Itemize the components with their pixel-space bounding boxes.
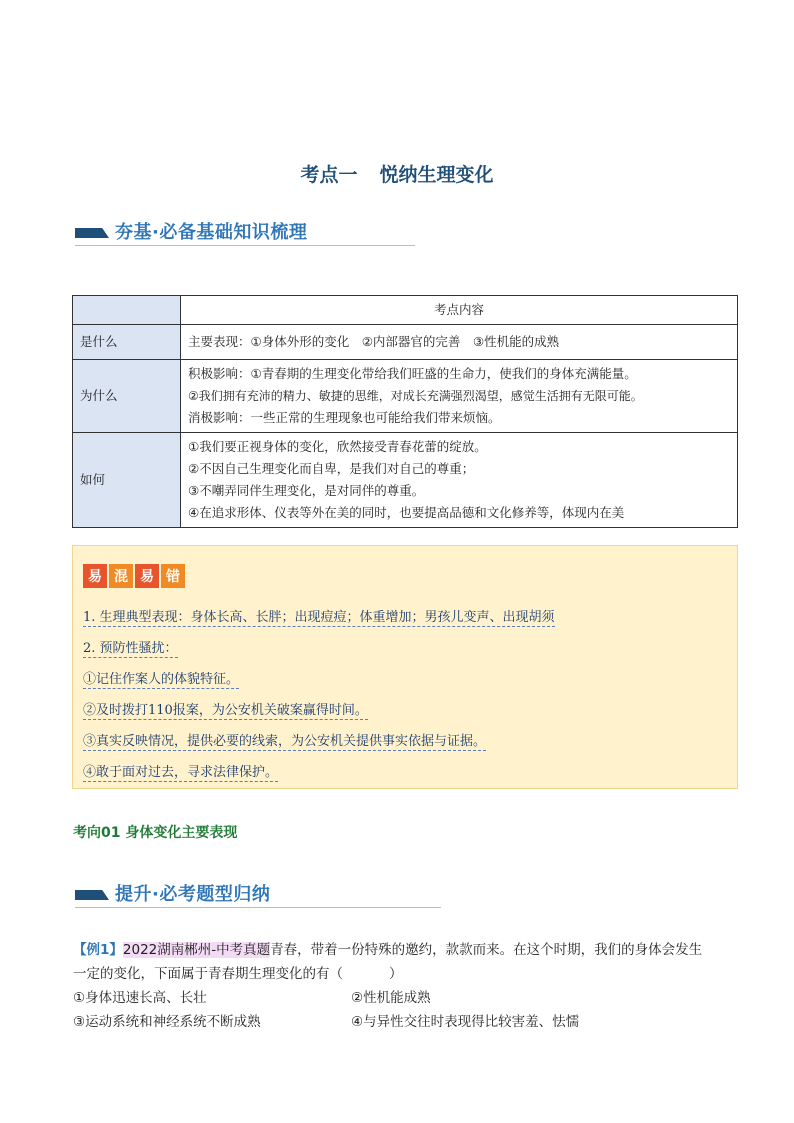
option-item: ③运动系统和神经系统不断成熟 <box>73 1014 261 1030</box>
badge-char: 混 <box>109 564 133 588</box>
option-item: ④与异性交往时表现得比较害羞、怯懦 <box>351 1014 580 1030</box>
options-row <box>73 986 629 1010</box>
options-row <box>73 1010 629 1034</box>
banner-bar-icon <box>75 890 109 900</box>
note-line: ①记住作案人的体貌特征。 <box>83 672 240 687</box>
badge-char: 易 <box>135 564 159 588</box>
knowledge-table <box>72 295 738 528</box>
row-content-why <box>181 360 738 433</box>
badge-char: 易 <box>83 564 107 588</box>
row-content-what <box>181 325 738 360</box>
banner-underline <box>75 245 415 246</box>
example-source: 2022湖南郴州-中考真题 <box>122 942 271 958</box>
row-label-how: 如何 <box>73 433 181 528</box>
note-line: ④敢于面对过去，寻求法律保护。 <box>83 765 279 780</box>
table-cell-line: 消极影响：一些正常的生理现象也可能给我们带来烦恼。 <box>188 410 501 425</box>
option-item: ①身体迅速长高、长壮 <box>73 990 207 1006</box>
table-header: 考点内容 <box>181 296 738 325</box>
row-label-why: 为什么 <box>73 360 181 433</box>
note-lines <box>83 606 555 792</box>
table-cell-line: ④在追求形体、仪表等外在美的同时，也要提高品德和文化修养等，体现内在美 <box>188 505 625 520</box>
example-label: 【例1】 <box>73 942 123 958</box>
row-label-what: 是什么 <box>73 325 181 360</box>
note-line: 2. 预防性骚扰： <box>83 641 178 656</box>
sub-heading: 考向01 身体变化主要表现 <box>73 825 238 841</box>
table-corner-cell <box>73 296 181 325</box>
table-cell-line: ①我们要正视身体的变化，欣然接受青春花蕾的绽放。 <box>188 439 487 454</box>
table-cell-line: ②我们拥有充沛的精力、敏捷的思维，对成长充满强烈渴望，感觉生活拥有无限可能。 <box>188 389 643 403</box>
table-cell-line: 积极影响：①青春期的生理变化带给我们旺盛的生命力，使我们的身体充满能量。 <box>188 366 637 381</box>
banner-underline <box>75 907 441 908</box>
section-banner-label: 夯基·必备基础知识梳理 <box>115 222 308 243</box>
row-content-how <box>181 433 738 528</box>
table-cell-line: ②不因自己生理变化而自卑，是我们对自己的尊重； <box>188 461 475 476</box>
note-line: ③真实反映情况，提供必要的线索，为公安机关提供事实依据与证据。 <box>83 734 487 749</box>
section-banner-improve <box>75 878 441 908</box>
table-row <box>73 433 738 528</box>
confusion-note-box <box>72 545 738 789</box>
badge-char: 错 <box>161 564 185 588</box>
example-line <box>73 962 741 986</box>
note-line: ②及时拨打110报案，为公安机关破案赢得时间。 <box>83 703 368 718</box>
title-part2: 悦纳生理变化 <box>379 164 494 186</box>
section-banner-basic <box>75 216 415 246</box>
option-item: ②性机能成熟 <box>351 990 431 1006</box>
example-text: 青春，带着一份特殊的邀约，款款而来。在这个时期，我们的身体会发生 <box>270 942 703 958</box>
example-options <box>73 986 629 1034</box>
table-row <box>73 325 738 360</box>
table-cell-line: ③不嘲弄同伴生理变化，是对同伴的尊重。 <box>188 483 425 498</box>
example-line <box>73 938 741 962</box>
banner-bar-icon <box>75 228 109 238</box>
table-cell-line: 主要表现：①身体外形的变化 ②内部器官的完善 ③性机能的成熟 <box>188 334 560 349</box>
note-line: 1. 生理典型表现：身体长高、长胖；出现痘痘；体重增加；男孩儿变声、出现胡须 <box>83 610 555 625</box>
example-text: ） <box>389 966 403 982</box>
page-title <box>0 160 794 187</box>
title-part1: 考点一 <box>300 164 358 186</box>
section-banner-label: 提升·必考题型归纳 <box>115 884 271 905</box>
example-question <box>73 938 741 986</box>
table-row <box>73 296 738 325</box>
note-badges <box>83 564 185 588</box>
example-text: 一定的变化，下面属于青春期生理变化的有（ <box>73 966 343 982</box>
table-row <box>73 360 738 433</box>
